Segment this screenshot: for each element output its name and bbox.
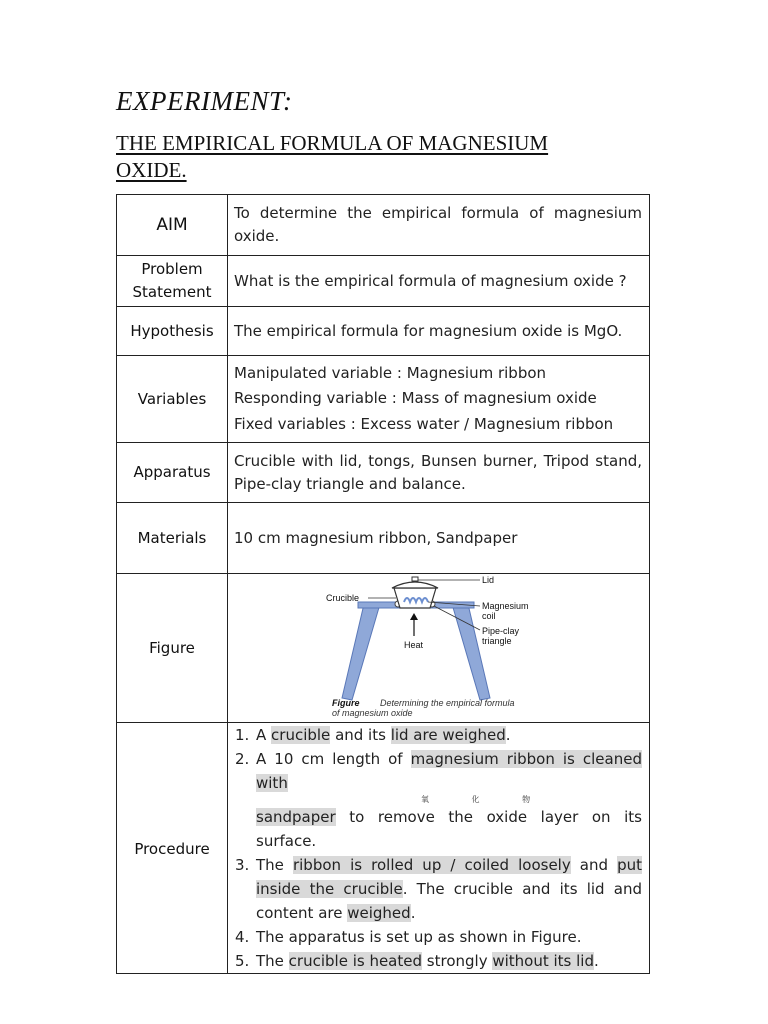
highlighted-text: lid are weighed	[390, 726, 506, 744]
step-text: The apparatus is set up as shown in Figure.	[256, 928, 582, 946]
crucible-lid	[392, 582, 438, 588]
handwritten-annotation: 氧 化 物	[421, 795, 551, 804]
row-materials	[117, 503, 650, 574]
highlighted-text: without its lid	[492, 952, 594, 970]
step-text: A 10 cm length of	[256, 750, 411, 768]
procedure-step	[235, 747, 642, 853]
procedure-step	[235, 949, 642, 973]
label-magnesium: Magnesium	[482, 601, 529, 611]
row-apparatus	[117, 443, 650, 503]
highlighted-text: sandpaper	[256, 808, 336, 826]
label-pipe-clay: Pipe-clay	[482, 626, 520, 636]
caption-bold: Figure	[332, 698, 360, 708]
crucible-heating-diagram	[324, 574, 554, 722]
highlighted-text: put inside the crucible	[256, 856, 642, 898]
procedure-step-number: 1.	[235, 726, 250, 744]
figure-cell	[228, 574, 650, 723]
row-hypothesis	[117, 307, 650, 356]
lid-knob	[412, 577, 418, 581]
figure-label: Figure	[117, 574, 228, 723]
procedure-list	[234, 723, 642, 973]
responding-variable: Responding variable : Mass of magnesium oxide	[234, 389, 597, 408]
figure-wrap	[228, 574, 649, 722]
problem-text: What is the empirical formula of magnesium oxide ?	[228, 256, 650, 307]
heat-arrow-head	[410, 613, 418, 620]
label-coil: coil	[482, 611, 496, 621]
row-figure	[117, 574, 650, 723]
highlighted-text: weighed	[347, 904, 411, 922]
procedure-step	[235, 723, 642, 747]
highlighted-text: crucible is heated	[288, 952, 423, 970]
row-procedure	[117, 723, 650, 974]
step-text: . The crucible and its lid and content are	[256, 880, 642, 922]
materials-label: Materials	[117, 503, 228, 574]
crucible-body	[394, 588, 436, 608]
label-triangle: triangle	[482, 636, 512, 646]
step-text: .	[505, 726, 511, 744]
procedure-step-number: 5.	[235, 952, 250, 970]
step-text: to remove the oxide layer on its surface.	[256, 808, 642, 850]
step-text: and its	[330, 726, 391, 744]
experiment-table	[116, 194, 650, 974]
procedure-step	[235, 853, 642, 925]
step-text: strongly	[422, 952, 493, 970]
step-text: The	[256, 952, 289, 970]
caption-text-line2: of magnesium oxide	[332, 708, 413, 718]
hypothesis-text: The empirical formula for magnesium oxide is MgO.	[228, 307, 650, 356]
caption-text: Determining the empirical formula	[380, 698, 515, 708]
apparatus-label: Apparatus	[117, 443, 228, 503]
experiment-heading: EXPERIMENT:	[116, 86, 293, 116]
problem-label: Problem Statement	[117, 256, 228, 307]
highlighted-text: magnesium ribbon is cleaned with	[256, 750, 642, 792]
manipulated-variable: Manipulated variable : Magnesium ribbon	[234, 363, 547, 382]
variables-label: Variables	[117, 356, 228, 443]
step-text: A	[256, 726, 272, 744]
materials-text: 10 cm magnesium ribbon, Sandpaper	[228, 503, 650, 574]
procedure-label: Procedure	[117, 723, 228, 974]
aim-label: AIM	[117, 195, 228, 256]
procedure-step-number: 2.	[235, 750, 250, 768]
highlighted-text: ribbon is rolled up / coiled loosely	[292, 856, 571, 874]
label-crucible: Crucible	[326, 593, 360, 603]
row-problem	[117, 256, 650, 307]
step-text: .	[410, 904, 416, 922]
label-lid: Lid	[482, 575, 495, 585]
procedure-cell	[228, 723, 650, 974]
fixed-variables: Fixed variables : Excess water / Magnesium ribbon	[234, 414, 614, 433]
row-variables	[117, 356, 650, 443]
procedure-step-number: 3.	[235, 856, 250, 874]
highlighted-text: crucible	[271, 726, 331, 744]
variables-list	[228, 356, 650, 443]
step-text: and	[570, 856, 618, 874]
procedure-step-number: 4.	[235, 928, 250, 946]
row-aim	[117, 195, 650, 256]
experiment-title: THE EMPIRICAL FORMULA OF MAGNESIUM OXIDE.	[116, 131, 549, 182]
aim-text: To determine the empirical formula of magnesium oxide.	[228, 195, 650, 256]
hypothesis-label: Hypothesis	[117, 307, 228, 356]
step-text: .	[594, 952, 599, 970]
step-text: The	[256, 856, 293, 874]
label-heat: Heat	[404, 640, 424, 650]
tripod-leg-left	[342, 604, 380, 700]
apparatus-text: Crucible with lid, tongs, Bunsen burner, Tripod stand, Pipe-clay triangle and balance.	[228, 443, 650, 503]
procedure-step	[235, 925, 642, 949]
